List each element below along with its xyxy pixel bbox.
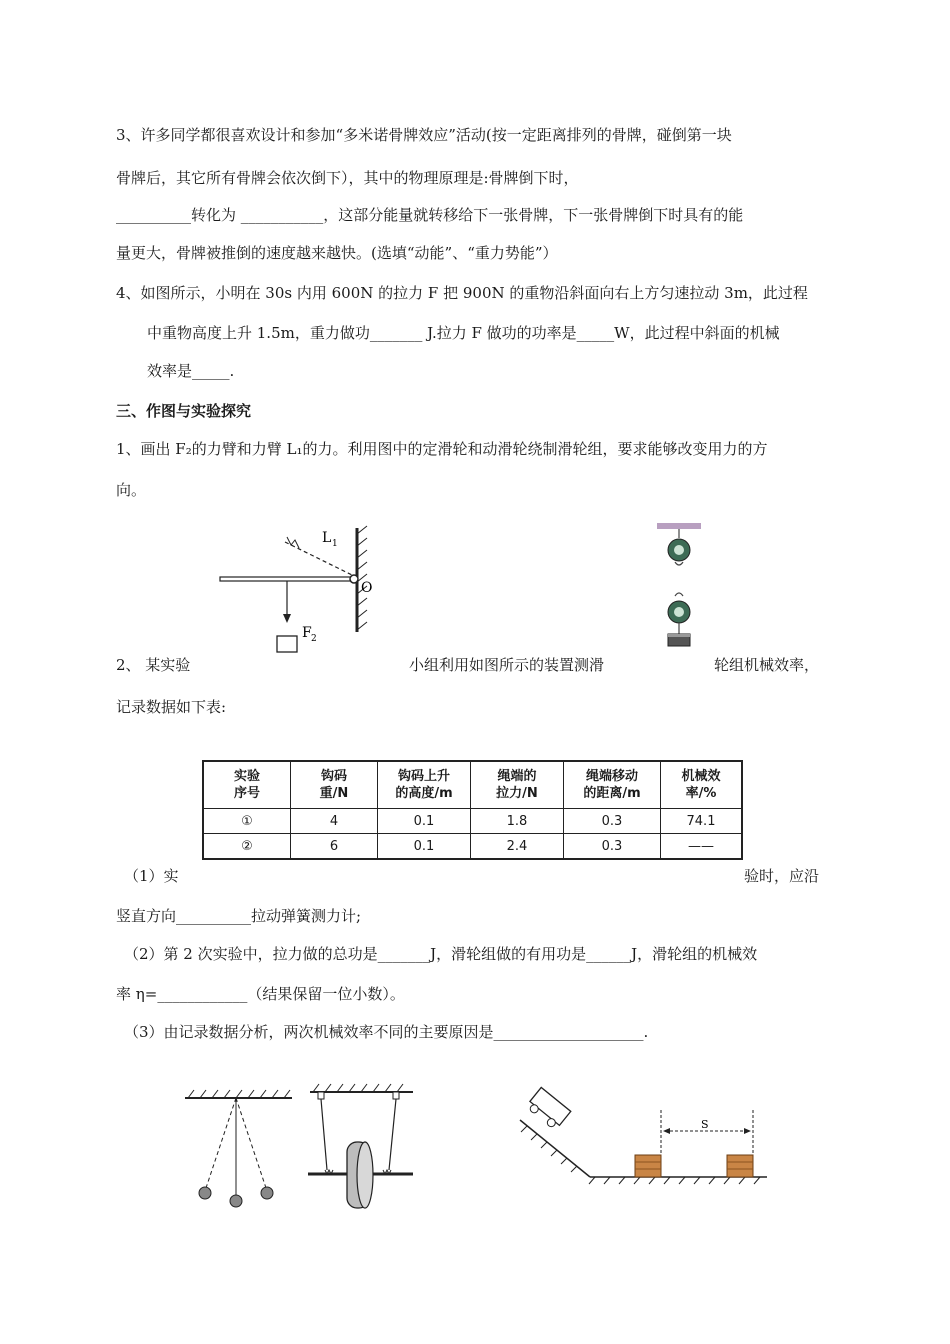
header-cell: 钩码 重/N: [291, 761, 378, 809]
s1-c: 竖直方向__________拉动弹簧测力计;: [116, 907, 362, 925]
label-s: S: [701, 1118, 709, 1131]
q4-line3: 效率是_____.: [147, 362, 235, 380]
q3-line2: 骨牌后，其它所有骨牌会依次倒下），其中的物理原理是:骨牌倒下时，: [116, 169, 579, 187]
q3-line4: 量更大，骨牌被推倒的速度越来越快。(选填“动能”、“重力势能”）: [116, 244, 558, 262]
q4-line2: 中重物高度上升 1.5m，重力做功_______ J.拉力 F 做功的功率是_____W，此过程中斜面的机械: [147, 324, 780, 342]
header-cell: 机械效 率/%: [661, 761, 743, 809]
table-cell: 6: [291, 834, 378, 860]
data-table: [202, 760, 743, 860]
s2-a: （2）第 2 次实验中，拉力做的总功是_______J，滑轮组做的有用功是______J，滑轮组的机械效: [124, 945, 758, 963]
p2-line1-c: 轮组机械效率，: [714, 656, 820, 674]
header-cell: 实验 序号: [203, 761, 291, 809]
label-F2: F: [302, 625, 312, 641]
header-cell: 绳端的 拉力/N: [471, 761, 564, 809]
s2-b: 率 η=____________（结果保留一位小数）。: [116, 985, 405, 1003]
header-cell: 钩码上升 的高度/m: [378, 761, 471, 809]
label-L1-sub: 1: [332, 539, 338, 549]
s1-a: （1）实: [124, 867, 179, 885]
table-header-row: [203, 761, 742, 809]
p2-line2: 记录数据如下表:: [116, 698, 227, 716]
table-row: [203, 834, 742, 860]
incline-blocks-figure: [515, 1080, 775, 1190]
label-L1: L: [322, 530, 332, 546]
table-row: [203, 809, 742, 834]
table-cell: 74.1: [661, 809, 743, 834]
p1-line2: 向。: [116, 481, 147, 499]
s3: （3）由记录数据分析，两次机械效率不同的主要原因是____________________.: [124, 1023, 649, 1041]
table-cell: ——: [661, 834, 743, 860]
table-cell: ①: [203, 809, 291, 834]
q3-line1: 3、许多同学都很喜欢设计和参加“多米诺骨牌效应”活动(按一定距离排列的骨牌，碰倒第一块: [116, 126, 732, 144]
section-title: 三、作图与实验探究: [116, 402, 252, 420]
label-O: O: [361, 580, 373, 596]
maxwell-wheel-figure: [305, 1080, 420, 1225]
table-cell: 0.1: [378, 834, 471, 860]
lever-figure: [215, 520, 385, 660]
s1-b: 验时，应沿: [744, 867, 820, 885]
p2-line1-b: 小组利用如图所示的装置测滑: [409, 656, 605, 674]
q3-line3: __________转化为 ___________，这部分能量就转移给下一张骨牌，下一张骨牌倒下时具有的能: [116, 206, 744, 224]
table-cell: ②: [203, 834, 291, 860]
pendulum-figure: [180, 1085, 300, 1210]
header-cell: 绳端移动 的距离/m: [564, 761, 661, 809]
q4-line1: 4、如图所示，小明在 30s 内用 600N 的拉力 F 把 900N 的重物沿斜面向右上方匀速拉动 3m，此过程: [116, 284, 808, 302]
p1-line1: 1、画出 F₂的力臂和力臂 L₁的力。利用图中的定滑轮和动滑轮绕制滑轮组，要求能够改变用力的方: [116, 440, 768, 458]
table-cell: 0.1: [378, 809, 471, 834]
table-cell: 4: [291, 809, 378, 834]
table-cell: 1.8: [471, 809, 564, 834]
table-cell: 2.4: [471, 834, 564, 860]
label-F2-sub: 2: [311, 634, 317, 644]
p2-line1-a: 2、 某实验: [116, 656, 191, 674]
table-cell: 0.3: [564, 809, 661, 834]
table-cell: 0.3: [564, 834, 661, 860]
pulley-figure: [655, 520, 705, 690]
